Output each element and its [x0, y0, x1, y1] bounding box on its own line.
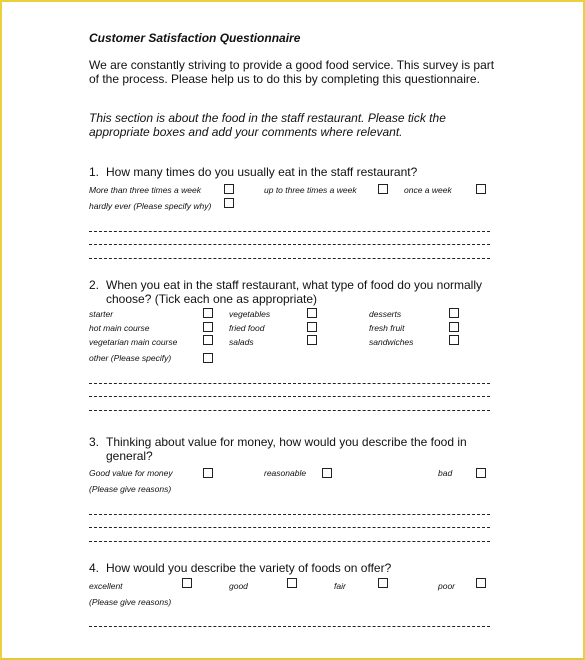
- checkbox[interactable]: [307, 308, 317, 318]
- option-label: fresh fruit: [369, 323, 405, 333]
- option-label: Good value for money: [89, 468, 173, 478]
- question-number: 3.: [89, 435, 100, 449]
- document-title: Customer Satisfaction Questionnaire: [89, 31, 301, 45]
- answer-line[interactable]: [89, 396, 490, 397]
- option-label: bad: [438, 468, 453, 478]
- option-label: hot main course: [89, 323, 150, 333]
- option-label: poor: [438, 581, 456, 591]
- option-label: excellent: [89, 581, 123, 591]
- checkbox[interactable]: [476, 468, 486, 478]
- answer-line[interactable]: [89, 541, 490, 542]
- question-text: When you eat in the staff restaurant, what type of food do you normally choose? (Tick each one as appropriate): [106, 278, 482, 306]
- question-number: 4.: [89, 561, 100, 575]
- answer-line[interactable]: [89, 244, 490, 245]
- option-label: More than three times a week: [89, 185, 201, 195]
- checkbox[interactable]: [287, 578, 297, 588]
- checkbox[interactable]: [203, 308, 213, 318]
- answer-line[interactable]: [89, 383, 490, 384]
- question-text: How many times do you usually eat in the staff restaurant?: [106, 165, 418, 179]
- checkbox[interactable]: [449, 335, 459, 345]
- checkbox[interactable]: [378, 184, 388, 194]
- answer-line[interactable]: [89, 410, 490, 411]
- option-label: salads: [229, 337, 254, 347]
- checkbox[interactable]: [224, 198, 234, 208]
- option-label: up to three times a week: [264, 185, 357, 195]
- question-2: [89, 278, 486, 306]
- question-3: [89, 435, 486, 463]
- question-text: How would you describe the variety of foods on offer?: [106, 561, 392, 575]
- checkbox[interactable]: [224, 184, 234, 194]
- checkbox[interactable]: [476, 184, 486, 194]
- section-instructions: This section is about the food in the staff restaurant. Please tick the appropriate boxes and add your comments where relevant.: [89, 111, 446, 139]
- question-4: [89, 561, 486, 575]
- option-label: desserts: [369, 309, 402, 319]
- option-label: other (Please specify): [89, 353, 172, 363]
- checkbox[interactable]: [322, 468, 332, 478]
- answer-line[interactable]: [89, 527, 490, 528]
- checkbox[interactable]: [378, 578, 388, 588]
- reasons-prompt: (Please give reasons): [89, 597, 172, 607]
- option-label: reasonable: [264, 468, 307, 478]
- option-label: fried food: [229, 323, 265, 333]
- option-label: starter: [89, 309, 114, 319]
- option-label: vegetarian main course: [89, 337, 178, 347]
- intro-paragraph: We are constantly striving to provide a good food service. This survey is part of the process. Please help us to do this by completing this questionnaire.: [89, 58, 495, 86]
- checkbox[interactable]: [307, 335, 317, 345]
- checkbox[interactable]: [182, 578, 192, 588]
- checkbox[interactable]: [307, 322, 317, 332]
- question-number: 1.: [89, 165, 100, 179]
- option-label: vegetables: [229, 309, 271, 319]
- checkbox[interactable]: [203, 335, 213, 345]
- answer-line[interactable]: [89, 258, 490, 259]
- question-1: [89, 165, 486, 179]
- option-label: sandwiches: [369, 337, 414, 347]
- option-label: once a week: [404, 185, 452, 195]
- answer-line[interactable]: [89, 514, 490, 515]
- question-number: 2.: [89, 278, 100, 292]
- option-label: hardly ever (Please specify why): [89, 201, 212, 211]
- checkbox[interactable]: [449, 308, 459, 318]
- answer-line[interactable]: [89, 231, 490, 232]
- answer-line[interactable]: [89, 626, 490, 627]
- option-label: fair: [334, 581, 346, 591]
- question-text: Thinking about value for money, how would you describe the food in general?: [106, 435, 467, 463]
- checkbox[interactable]: [203, 322, 213, 332]
- reasons-prompt: (Please give reasons): [89, 484, 172, 494]
- checkbox[interactable]: [449, 322, 459, 332]
- checkbox[interactable]: [203, 353, 213, 363]
- checkbox[interactable]: [203, 468, 213, 478]
- checkbox[interactable]: [476, 578, 486, 588]
- option-label: good: [229, 581, 248, 591]
